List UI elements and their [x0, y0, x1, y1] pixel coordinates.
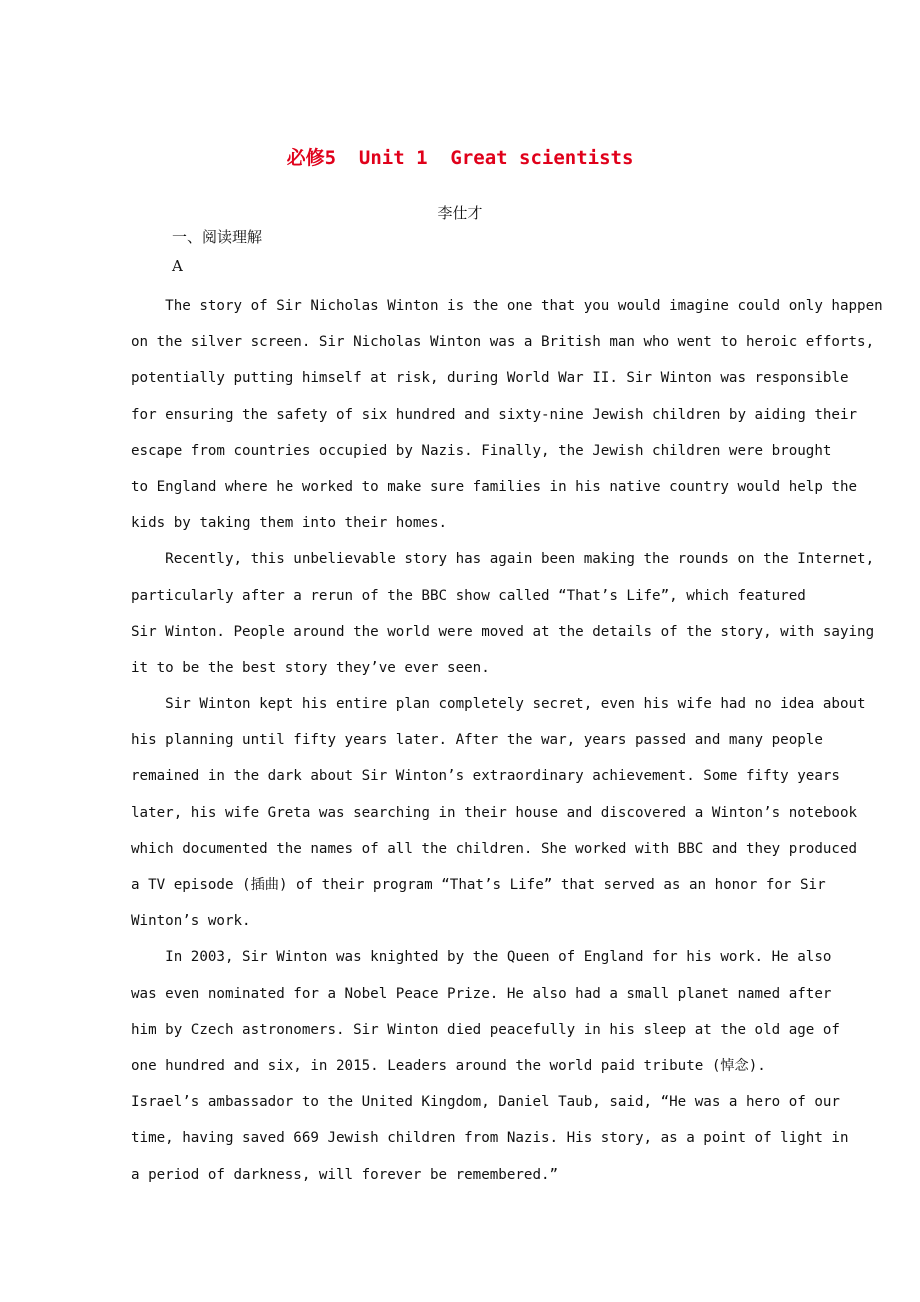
- text-line: Winton’s work.: [131, 913, 251, 930]
- text-line: him by Czech astronomers. Sir Winton died peacefully in his sleep at the old age of: [131, 1021, 840, 1038]
- document-title: 必修5 Unit 1 Great scientists: [286, 147, 634, 169]
- text-line: Sir Winton. People around the world were moved at the details of the story, with saying: [131, 623, 875, 640]
- text-line: remained in the dark about Sir Winton’s extraordinary achievement. Some fifty years: [131, 768, 840, 785]
- text-line: The story of Sir Nicholas Winton is the one that you would imagine could only happen: [131, 298, 883, 314]
- section-heading: 一、阅读理解: [172, 228, 263, 246]
- text-line: his planning until fifty years later. After the war, years passed and many people: [131, 732, 823, 749]
- text-line: to England where he worked to make sure families in his native country would help the: [131, 478, 858, 495]
- text-line: potentially putting himself at risk, during World War II. Sir Winton was responsible: [131, 370, 849, 387]
- text-line: a TV episode (插曲) of their program “That’s Life” that served as an honor for Sir: [131, 877, 826, 893]
- author-name: 李仕才: [437, 204, 483, 222]
- text-line: escape from countries occupied by Nazis. Finally, the Jewish children were brought: [131, 442, 832, 459]
- text-line: a period of darkness, will forever be remembered.”: [131, 1166, 559, 1183]
- passage-label: A: [172, 257, 183, 275]
- text-line: later, his wife Greta was searching in their house and discovered a Winton’s notebook: [131, 804, 858, 821]
- passage-body: [131, 288, 883, 1193]
- text-line: which documented the names of all the children. She worked with BBC and they produced: [131, 840, 858, 857]
- text-line: kids by taking them into their homes.: [131, 515, 448, 532]
- text-line: one hundred and six, in 2015. Leaders around the world paid tribute (悼念).: [131, 1057, 766, 1074]
- text-line: it to be the best story they’ve ever seen.: [131, 659, 490, 676]
- text-line: Israel’s ambassador to the United Kingdom, Daniel Taub, said, “He was a hero of our: [131, 1094, 840, 1111]
- text-line: particularly after a rerun of the BBC show called “That’s Life”, which featured: [131, 587, 806, 604]
- text-line: on the silver screen. Sir Nicholas Winton was a British man who went to heroic efforts,: [131, 334, 875, 351]
- text-line: Recently, this unbelievable story has again been making the rounds on the Internet,: [131, 551, 875, 568]
- text-line: was even nominated for a Nobel Peace Prize. He also had a small planet named after: [131, 985, 832, 1002]
- text-line: for ensuring the safety of six hundred and sixty-nine Jewish children by aiding their: [131, 406, 858, 423]
- text-line: time, having saved 669 Jewish children from Nazis. His story, as a point of light in: [131, 1130, 849, 1147]
- text-line: Sir Winton kept his entire plan completely secret, even his wife had no idea about: [131, 696, 866, 713]
- text-line: In 2003, Sir Winton was knighted by the Queen of England for his work. He also: [131, 949, 832, 966]
